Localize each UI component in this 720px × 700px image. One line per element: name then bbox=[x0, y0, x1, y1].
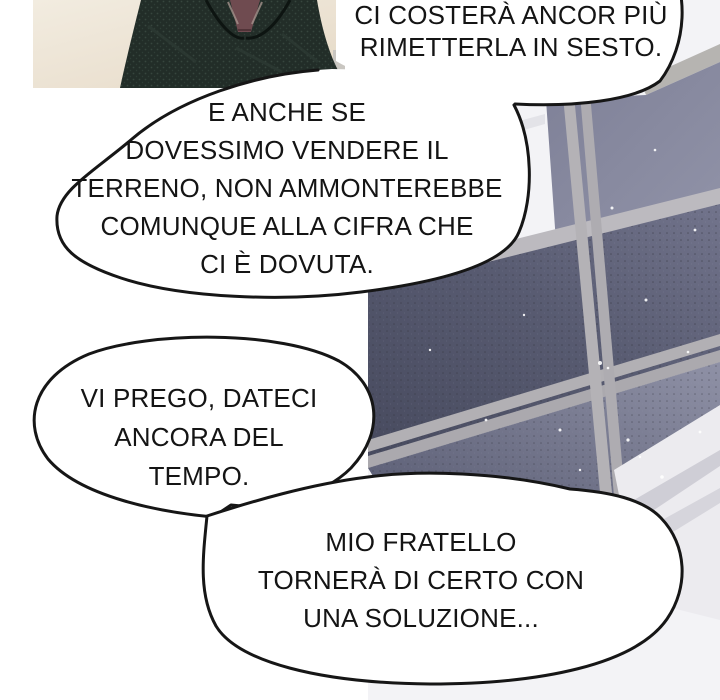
bubble-2-line-5: CI È DOVUTA. bbox=[200, 249, 374, 279]
bubble-1-line-2: RIMETTERLA IN SESTO. bbox=[359, 32, 663, 62]
bubble-4-line-1: MIO FRATELLO bbox=[325, 527, 517, 557]
bubble-4-line-2: TORNERÀ DI CERTO CON bbox=[257, 565, 585, 595]
bubble-3-line-2: ANCORA DEL bbox=[114, 422, 284, 452]
bubble-3-line-1: VI PREGO, DATECI bbox=[80, 383, 318, 413]
speech-bubble-4-text bbox=[220, 523, 622, 637]
bubble-1-line-1: CI COSTERÀ ANCOR PIÙ bbox=[354, 0, 668, 30]
bubble-2-line-1: E ANCHE SE bbox=[207, 97, 367, 127]
speech-bubble-3-text bbox=[28, 379, 370, 496]
bubble-3-line-3: TEMPO. bbox=[148, 461, 250, 491]
speech-bubble-2-text bbox=[58, 93, 516, 283]
bubble-2-line-2: DOVESSIMO VENDERE IL bbox=[125, 135, 449, 165]
bubble-2-line-3: TERRENO, NON AMMONTEREBBE bbox=[71, 173, 503, 203]
bubble-4-line-3: UNA SOLUZIONE... bbox=[303, 603, 539, 633]
bubble-2-line-4: COMUNQUE ALLA CIFRA CHE bbox=[100, 211, 474, 241]
speech-bubble-1-text bbox=[340, 0, 682, 63]
